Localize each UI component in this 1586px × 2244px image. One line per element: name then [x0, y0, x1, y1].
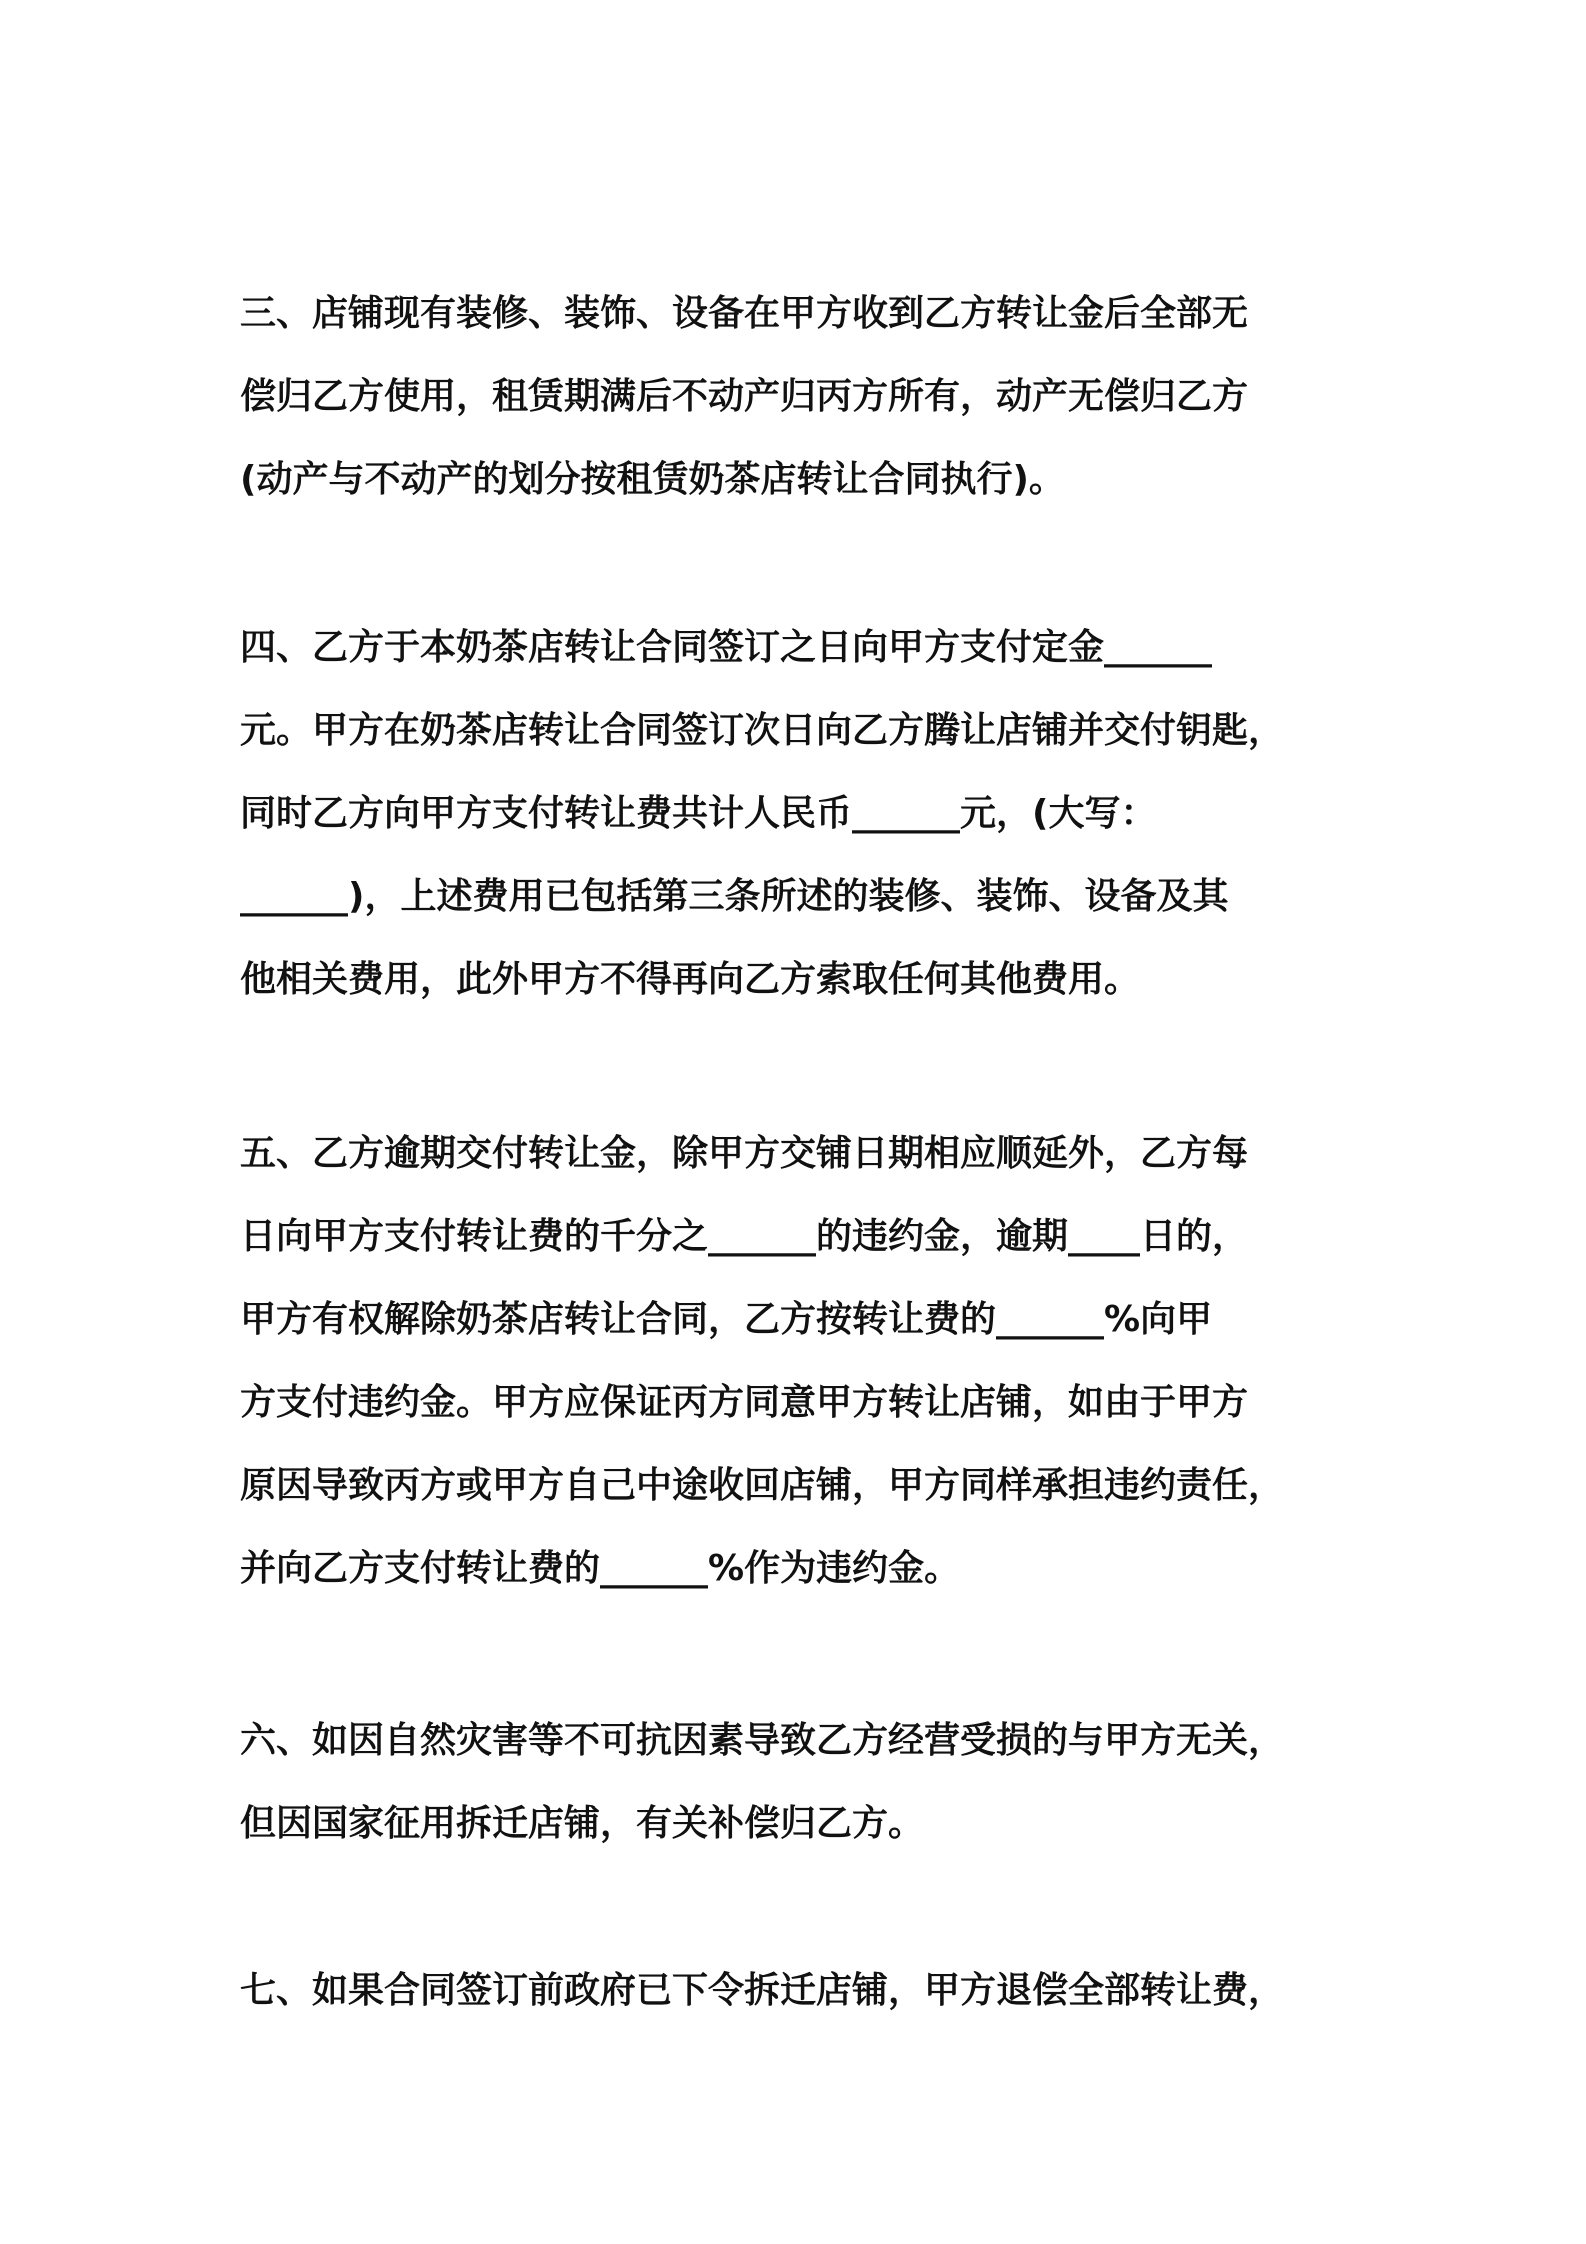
clause-4-line-1: 四、乙方于本奶茶店转让合同签订之日向甲方支付定金______	[240, 627, 1213, 668]
clause-4	[240, 606, 1370, 1021]
clause-6-line-1: 六、如因自然灾害等不可抗因素导致乙方经营受损的与甲方无关，	[240, 1720, 1285, 1761]
clause-3-line-2: 偿归乙方使用，租赁期满后不动产归丙方所有，动产无偿归乙方	[240, 376, 1249, 417]
clause-4-line-2: 元。甲方在奶茶店转让合同签订次日向乙方腾让店铺并交付钥匙，	[240, 710, 1285, 751]
clause-3-line-1: 三、店铺现有装修、装饰、设备在甲方收到乙方转让金后全部无	[240, 293, 1249, 334]
clause-5-line-4: 方支付违约金。甲方应保证丙方同意甲方转让店铺，如由于甲方	[240, 1382, 1249, 1423]
clause-6	[240, 1699, 1370, 1865]
clause-5-line-6: 并向乙方支付转让费的______%作为违约金。	[240, 1548, 961, 1589]
clause-3-line-3: (动产与不动产的划分按租赁奶茶店转让合同执行)。	[240, 459, 1065, 500]
clause-5	[240, 1112, 1370, 1610]
clause-5-line-2: 日向甲方支付转让费的千分之______的违约金，逾期____日的，	[240, 1216, 1249, 1257]
clause-5-line-1: 五、乙方逾期交付转让金，除甲方交铺日期相应顺延外，乙方每	[240, 1133, 1249, 1174]
clause-4-line-4: ______)，上述费用已包括第三条所述的装修、装饰、设备及其	[240, 876, 1229, 917]
clause-4-line-3: 同时乙方向甲方支付转让费共计人民币______元，(大写：	[240, 793, 1157, 834]
clause-7	[240, 1949, 1370, 2032]
clause-3	[240, 272, 1370, 521]
clause-5-line-5: 原因导致丙方或甲方自己中途收回店铺，甲方同样承担违约责任，	[240, 1465, 1285, 1506]
clause-5-line-3: 甲方有权解除奶茶店转让合同，乙方按转让费的______%向甲	[240, 1299, 1213, 1340]
clause-6-line-2: 但因国家征用拆迁店铺，有关补偿归乙方。	[240, 1803, 925, 1844]
clause-4-line-5: 他相关费用，此外甲方不得再向乙方索取任何其他费用。	[240, 959, 1141, 1000]
clause-7-line-1: 七、如果合同签订前政府已下令拆迁店铺，甲方退偿全部转让费，	[240, 1970, 1285, 2011]
